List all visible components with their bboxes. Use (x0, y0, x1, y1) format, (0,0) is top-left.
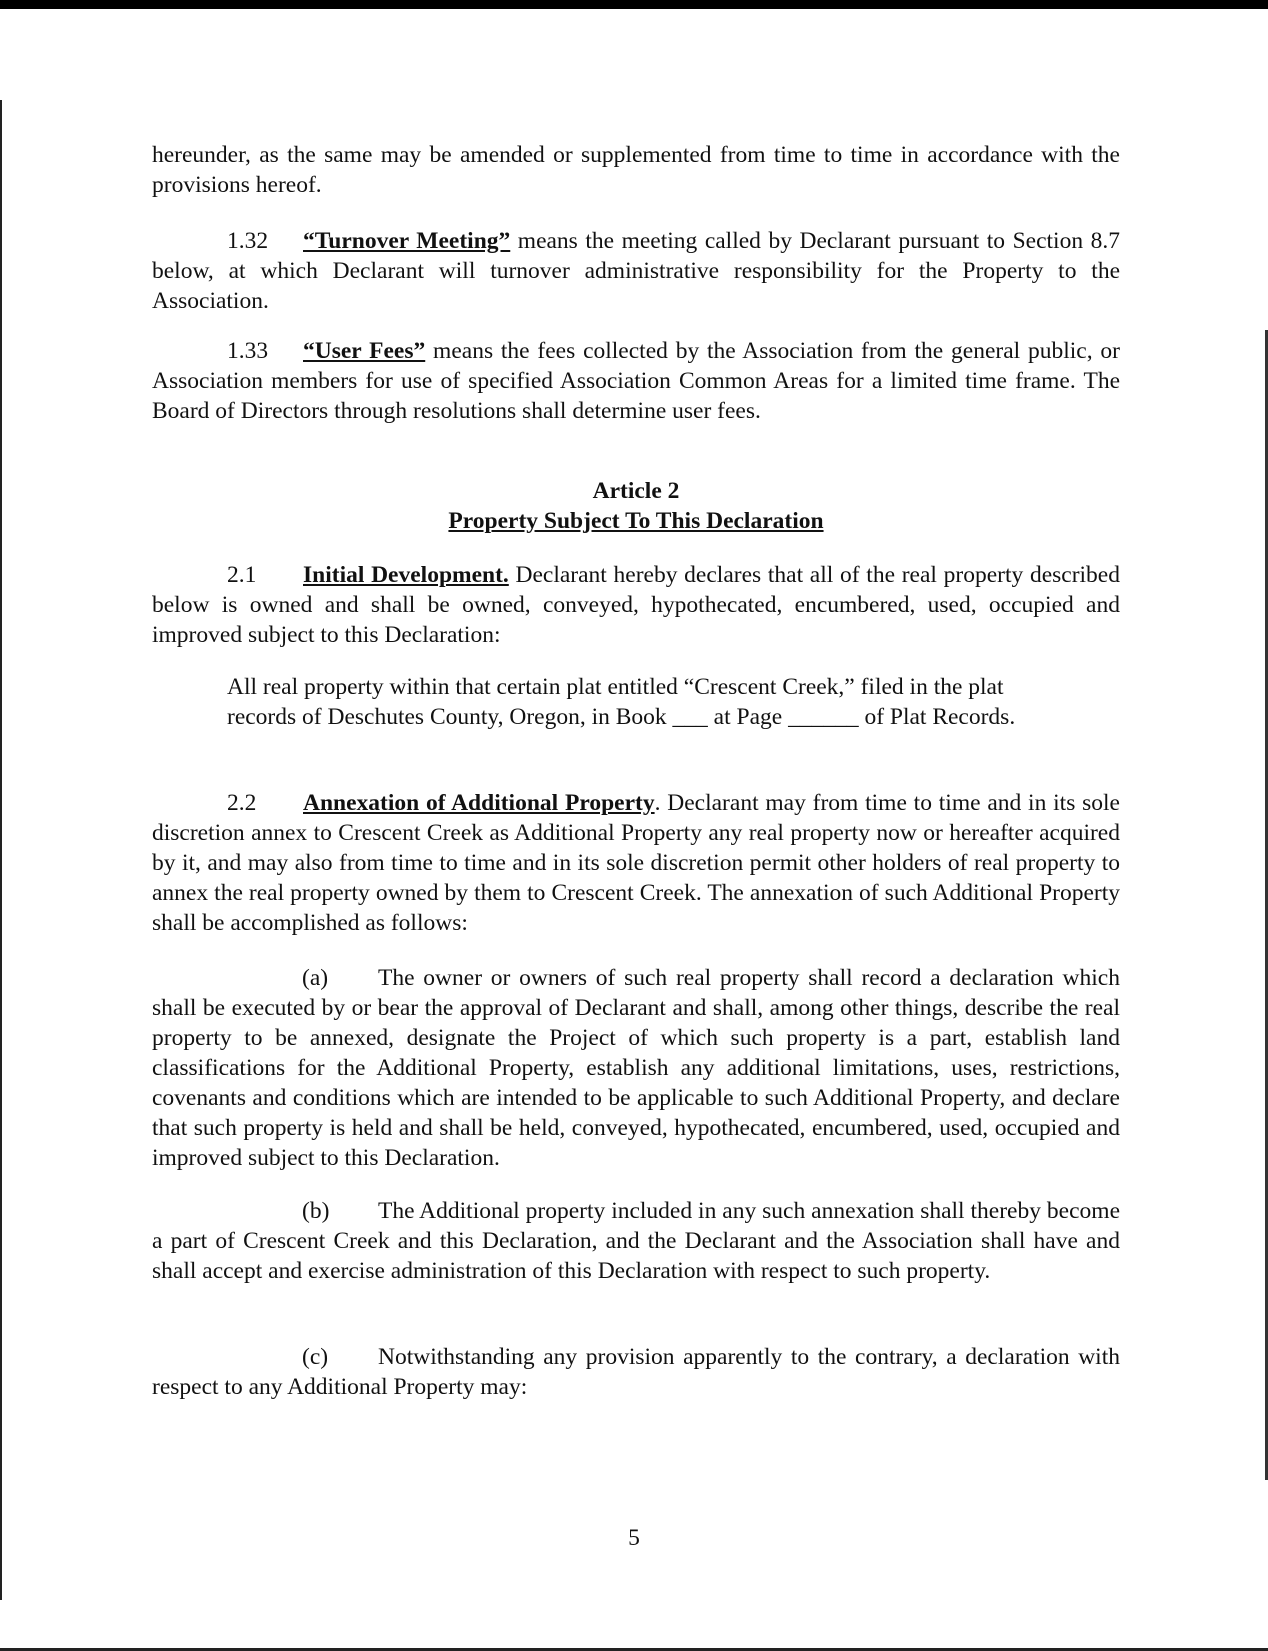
intro-paragraph: hereunder, as the same may be amended or supplemented from time to time in accordance with the provisions hereof. (152, 142, 1120, 198)
section-text: means the meeting called by Declarant pursuant to Section 8.7 below, at which Declarant will turnover administrative responsibility for the Property to the Association. (152, 228, 1120, 314)
subsection-b (152, 1196, 1120, 1286)
section-number: 1.33 (227, 338, 269, 364)
page-number: 5 (628, 1525, 640, 1551)
section-number: 2.1 (227, 562, 257, 588)
scan-left-edge (0, 100, 2, 1600)
subsection-c (152, 1342, 1120, 1402)
section-number: 1.32 (227, 228, 269, 254)
section-2-2 (152, 788, 1120, 938)
section-text: means the fees collected by the Association from the general public, or Association members for use of specified Association Common Areas for a limited time frame. The Board of Directors through resolutions shall determine user fees. (152, 338, 1120, 424)
article-number: Article 2 (592, 478, 680, 504)
defined-term: “User Fees” (303, 338, 426, 364)
section-heading: Initial Development. (303, 562, 509, 588)
subsection-a (152, 963, 1120, 1173)
subsection-label: (c) (302, 1344, 329, 1370)
section-1-32 (152, 226, 1120, 316)
subsection-label: (b) (302, 1198, 330, 1224)
article-heading (152, 476, 1120, 536)
section-heading: Annexation of Additional Property (303, 790, 655, 816)
plat-description: All real property within that certain plat entitled “Crescent Creek,” filed in the plat records of Deschutes County, Oregon, in Book ___ at Page ______ of Plat Records. (227, 674, 1016, 730)
scan-top-border (0, 0, 1268, 9)
section-text: . Declarant may from time to time and in its sole discretion annex to Crescent Creek as Additional Property any real property now or hereafter acquired by it, and may also from time to time and in its sole discretion permit other holders of real property to annex the real property owned by them to Crescent Creek. The annexation of such Additional Property shall be accomplished as follows: (152, 790, 1120, 936)
subsection-label: (a) (302, 965, 329, 991)
section-number: 2.2 (227, 790, 257, 816)
article-title: Property Subject To This Declaration (448, 508, 824, 534)
subsection-text: Notwithstanding any provision apparently to the contrary, a declaration with respect to any Additional Property may: (152, 1344, 1120, 1400)
defined-term: “Turnover Meeting” (303, 228, 511, 254)
section-text: Declarant hereby declares that all of the real property described below is owned and shall be owned, conveyed, hypothecated, encumbered, used, occupied and improved subject to this Declaration: (152, 562, 1120, 648)
section-2-1 (152, 560, 1120, 650)
section-1-33 (152, 336, 1120, 426)
subsection-text: The owner or owners of such real property shall record a declaration which shall be executed by or bear the approval of Declarant and shall, among other things, describe the real property to be annexed, designate the Project of which such property is a part, establish land classifications for the Additional Property, establish any additional limitations, uses, restrictions, covenants and conditions which are intended to be applicable to such Additional Property, and declare that such property is held and shall be held, conveyed, hypothecated, encumbered, used, occupied and improved subject to this Declaration. (152, 965, 1120, 1171)
subsection-text: The Additional property included in any such annexation shall thereby become a part of Crescent Creek and this Declaration, and the Declarant and the Association shall have and shall accept and exercise administration of this Declaration with respect to such property. (152, 1198, 1120, 1284)
